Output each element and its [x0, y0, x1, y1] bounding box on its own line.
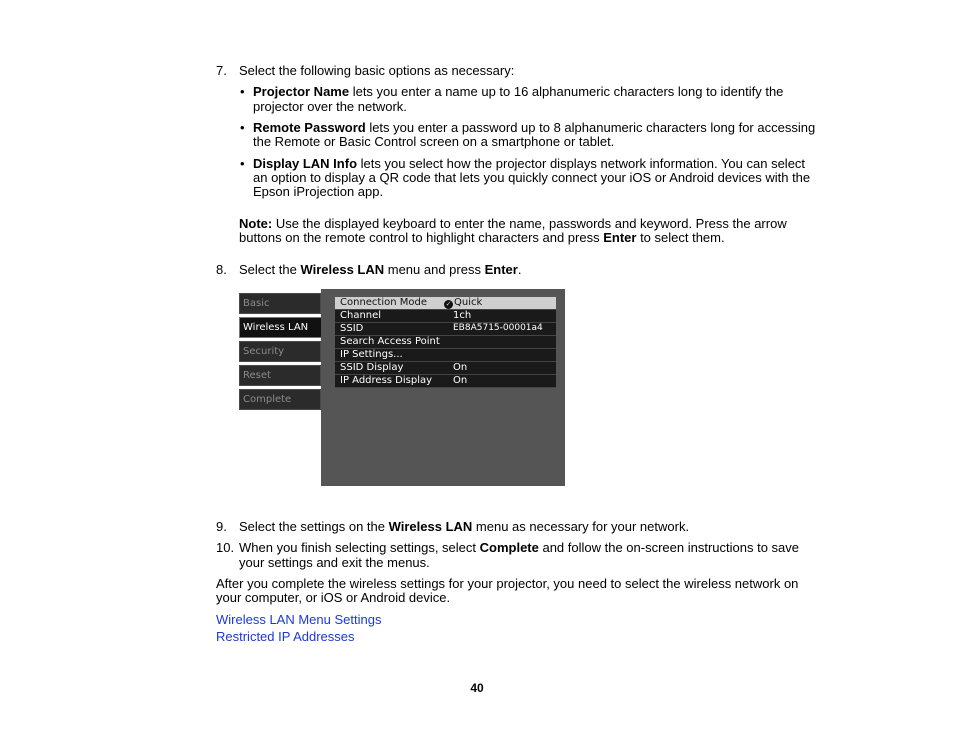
bullet-dot: •	[240, 120, 245, 135]
bullet-display-lan-info-cont: an option to display a QR code that lets you quickly connect your iOS or Android devices with the	[253, 170, 811, 185]
step-9-number: 9.	[216, 519, 227, 534]
menu-row-label: SSID Display	[340, 362, 404, 373]
bullet-display-lan-info-cont2: Epson iProjection app.	[253, 184, 384, 199]
quick-mode-icon: ✓	[445, 300, 452, 308]
menu-row-value: 1ch	[453, 310, 472, 321]
bullet-remote-password-cont: the Remote or Basic Control screen on a smartphone or tablet.	[253, 134, 615, 149]
menu-row-label: Channel	[340, 310, 382, 321]
bullet-projector-name: Projector Name lets you enter a name up to 16 alphanumeric characters long to identify the	[253, 84, 784, 99]
menu-tab-basic: Basic	[239, 293, 321, 314]
menu-row-search-access-point	[335, 336, 556, 349]
step-9-text: Select the settings on the Wireless LAN menu as necessary for your network.	[239, 519, 690, 534]
page-number: 40	[470, 681, 484, 695]
step-10-text: When you finish selecting settings, select Complete and follow the on-screen instructions to save	[239, 540, 799, 555]
menu-row-value: On	[453, 362, 468, 373]
menu-tab-reset: Reset	[239, 365, 321, 386]
step-7-number: 7.	[216, 63, 227, 78]
step-8-text: Select the Wireless LAN menu and press Enter.	[239, 262, 522, 277]
bullet-display-lan-info: Display LAN Info lets you select how the projector displays network information. You can select	[253, 156, 806, 171]
menu-row-label: Connection Mode	[340, 297, 428, 308]
bullet-remote-password: Remote Password lets you enter a password up to 8 alphanumeric characters long for accessing	[253, 120, 816, 135]
step-10-number: 10.	[216, 540, 235, 555]
menu-row-label: IP Address Display	[340, 375, 433, 386]
note-line-2: buttons on the remote control to highlight characters and press Enter to select them.	[239, 230, 725, 245]
bullet-dot: •	[240, 84, 245, 99]
step-10-text-cont: your settings and exit the menus.	[239, 555, 430, 570]
menu-row-ip-settings	[335, 349, 556, 362]
menu-row-connection-mode	[335, 297, 556, 310]
menu-tab-security: Security	[239, 341, 321, 362]
menu-row-label: IP Settings...	[340, 349, 403, 360]
link-restricted-ip-addresses[interactable]: Restricted IP Addresses	[216, 629, 355, 644]
menu-row-channel	[335, 310, 556, 323]
menu-tab-wireless-lan: Wireless LAN	[239, 317, 328, 338]
after-paragraph-line-2: your computer, or iOS or Android device.	[216, 590, 451, 605]
menu-row-ip-address-display	[335, 375, 556, 388]
bullet-dot: •	[240, 156, 245, 171]
step-7-text: Select the following basic options as necessary:	[239, 63, 515, 78]
link-wireless-lan-menu-settings[interactable]: Wireless LAN Menu Settings	[216, 612, 382, 627]
menu-row-ssid	[335, 323, 556, 336]
menu-row-value: ✓ Quick	[445, 297, 483, 308]
menu-tab-complete: Complete	[239, 389, 321, 410]
after-paragraph-line-1: After you complete the wireless settings for your projector, you need to select the wireless network on	[216, 576, 799, 591]
menu-row-value: On	[453, 375, 468, 386]
menu-settings-list	[335, 297, 556, 388]
bullet-projector-name-cont: projector over the network.	[253, 99, 407, 114]
menu-row-label: Search Access Point	[340, 336, 440, 347]
menu-row-label: SSID	[340, 323, 364, 334]
menu-row-value: EB8A5715-00001a4	[453, 323, 543, 333]
note-line-1: Note: Use the displayed keyboard to enter the name, passwords and keyword. Press the arrow	[239, 216, 787, 231]
step-8-number: 8.	[216, 262, 227, 277]
menu-row-ssid-display	[335, 362, 556, 375]
